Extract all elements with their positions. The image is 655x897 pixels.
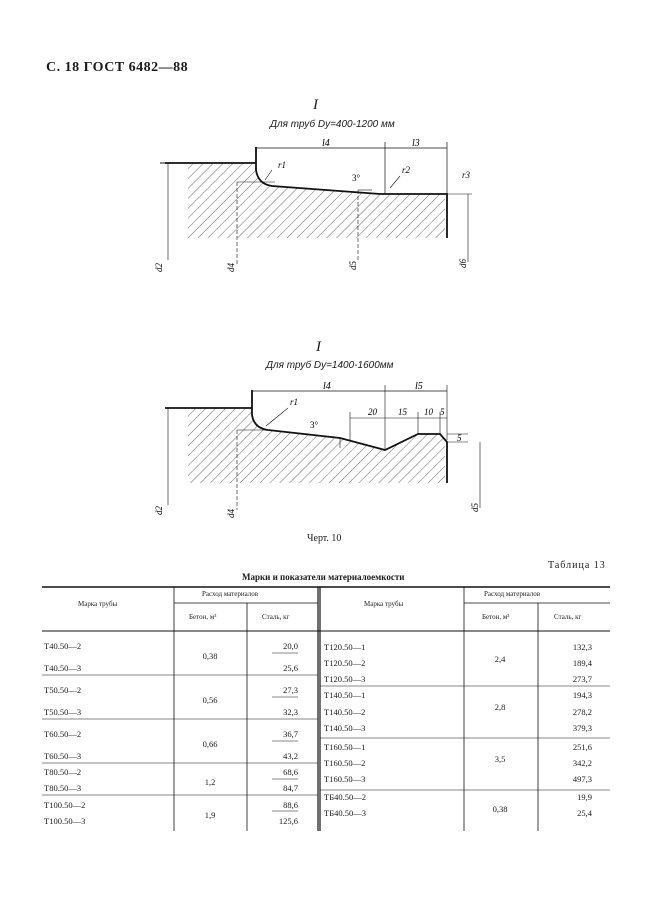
left-row-steel: 25,6 (283, 663, 298, 673)
left-row-steel: 68,6 (283, 767, 298, 777)
th-concrete-right: Бетон, м³ (482, 613, 510, 621)
right-row-mark: Т120.50—2 (324, 658, 366, 668)
figure2-roman: I (316, 339, 321, 355)
left-row-concrete: 0,56 (202, 695, 218, 705)
f2-l5: l5 (415, 381, 423, 392)
th-mark-right: Марка трубы (364, 600, 404, 608)
right-row-steel: 379,3 (572, 723, 592, 733)
left-row-steel: 43,2 (283, 751, 298, 761)
th-steel-right: Сталь, кг (554, 613, 582, 621)
right-row-steel: 132,3 (572, 642, 592, 652)
right-row-mark: ТБ40.50—3 (324, 808, 366, 818)
right-row-steel: 278,2 (572, 707, 592, 717)
table-title: Марки и показатели материалоемкости (242, 572, 405, 582)
f2-20: 20 (368, 407, 377, 417)
right-row-mark: Т160.50—2 (324, 758, 366, 768)
page-header: С. 18 ГОСТ 6482—88 (46, 60, 189, 75)
figure-caption: Черт. 10 (307, 533, 342, 544)
left-row-steel: 27,3 (283, 685, 298, 695)
figure1-section (160, 142, 472, 265)
right-row-concrete: 0,38 (492, 804, 508, 814)
left-row-steel: 84,7 (283, 783, 298, 793)
right-row-concrete: 2,8 (494, 702, 506, 712)
right-row-steel: 189,4 (572, 658, 592, 668)
f2-d4: d4 (226, 509, 236, 518)
f2-d2: d2 (154, 506, 164, 515)
left-row-concrete: 1,2 (204, 777, 216, 787)
right-row-mark: Т140.50—2 (324, 707, 366, 717)
left-row-mark: Т100.50—2 (44, 800, 86, 810)
right-row-steel: 25,4 (577, 808, 592, 818)
f1-r3: r3 (462, 170, 471, 180)
f1-r2: r2 (402, 165, 411, 175)
right-row-steel: 19,9 (577, 792, 592, 802)
f1-angle: 3° (352, 173, 361, 183)
f1-d6: d6 (458, 259, 468, 268)
right-row-mark: Т160.50—1 (324, 742, 366, 752)
f1-d5: d5 (348, 261, 358, 270)
table-number: Таблица 13 (548, 560, 606, 571)
f2-l4: l4 (323, 381, 331, 392)
f1-d4: d4 (226, 263, 236, 272)
right-row-steel: 497,3 (572, 774, 592, 784)
right-row-mark: Т140.50—3 (324, 723, 366, 733)
right-row-steel: 194,3 (572, 690, 592, 700)
figure2-section (165, 385, 480, 510)
f2-r1: r1 (290, 397, 299, 407)
left-row-concrete: 0,38 (202, 651, 218, 661)
left-row-mark: Т60.50—3 (44, 751, 82, 761)
left-row-steel: 32,3 (283, 707, 298, 717)
f1-d2: d2 (154, 263, 164, 272)
left-row-mark: Т40.50—3 (44, 663, 82, 673)
right-row-mark: ТБ40.50—2 (324, 792, 366, 802)
right-row-steel: 342,2 (572, 758, 592, 768)
right-row-concrete: 2,4 (494, 654, 506, 664)
left-row-mark: Т50.50—3 (44, 707, 82, 717)
left-row-steel: 20,0 (283, 641, 298, 651)
right-row-steel: 273,7 (572, 674, 592, 684)
f2-10: 10 (424, 407, 433, 417)
left-row-mark: Т60.50—2 (44, 729, 82, 739)
th-consumption-left: Расход материалов (202, 590, 259, 598)
left-row-steel: 125,6 (278, 816, 298, 826)
right-row-mark: Т120.50—1 (324, 642, 366, 652)
right-row-mark: Т140.50—1 (324, 690, 366, 700)
left-row-mark: Т40.50—2 (44, 641, 82, 651)
left-row-mark: Т50.50—2 (44, 685, 82, 695)
f2-d5: d5 (470, 503, 480, 512)
th-concrete-left: Бетон, м³ (189, 613, 217, 621)
f1-l4: l4 (322, 138, 330, 149)
left-row-concrete: 1,9 (204, 810, 216, 820)
th-mark-left: Марка трубы (78, 600, 118, 608)
left-row-steel: 36,7 (283, 729, 298, 739)
figure1-roman: I (313, 97, 318, 113)
left-row-concrete: 0,66 (202, 739, 218, 749)
f2-5b: 5 (457, 433, 462, 443)
left-row-steel: 88,6 (283, 800, 298, 810)
right-row-concrete: 3,5 (494, 754, 506, 764)
right-row-mark: Т120.50—3 (324, 674, 366, 684)
f2-15: 15 (398, 407, 407, 417)
right-row-mark: Т160.50—3 (324, 774, 366, 784)
f1-l3: l3 (412, 138, 420, 149)
figure2-caption: Для труб Dy=1400-1600мм (266, 360, 394, 371)
left-row-mark: Т80.50—2 (44, 767, 82, 777)
left-row-mark: Т100.50—3 (44, 816, 86, 826)
right-row-steel: 251,6 (572, 742, 592, 752)
f2-angle: 3° (310, 420, 319, 430)
th-consumption-right: Расход материалов (484, 590, 541, 598)
th-steel-left: Сталь, кг (262, 613, 290, 621)
f2-5a: 5 (440, 407, 445, 417)
left-row-mark: Т80.50—3 (44, 783, 82, 793)
f1-r1: r1 (278, 160, 287, 170)
figure1-caption: Для труб Dy=400-1200 мм (270, 119, 395, 130)
